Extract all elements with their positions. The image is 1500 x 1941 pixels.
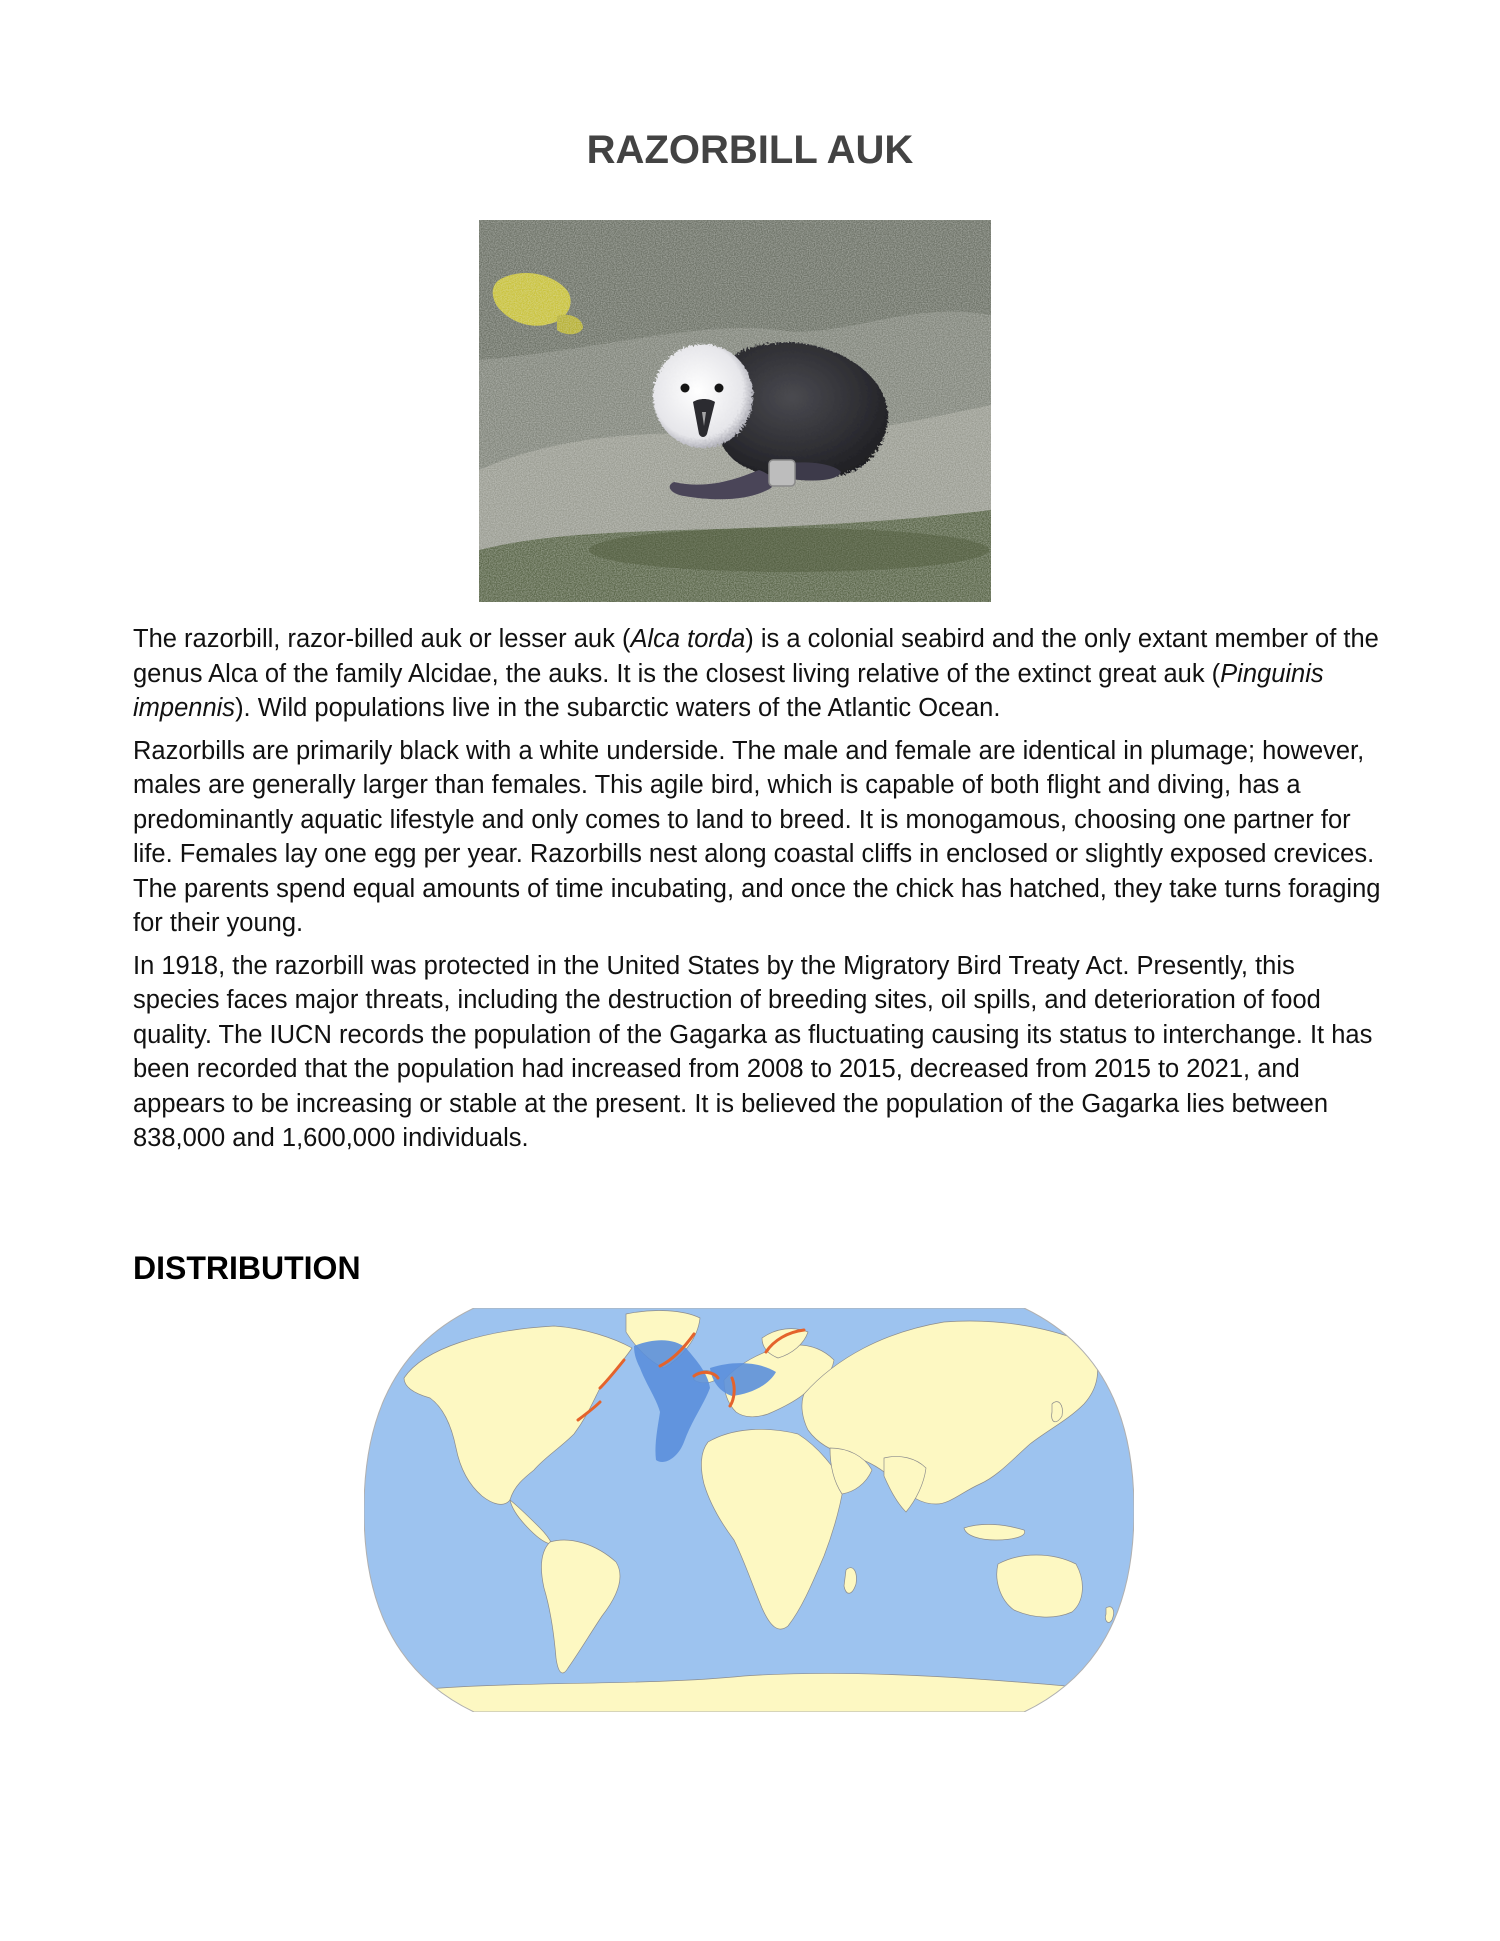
scientific-name-alca-torda: Alca torda: [630, 625, 746, 653]
description-paragraph: [133, 734, 1383, 941]
intro-text-2: ) is a colonial seabird and the only extant member of the genus Alca of the family Alcidae, the auks. It is the closest living relative of the extinct great auk (: [133, 625, 1379, 688]
intro-paragraph: [133, 622, 1383, 726]
scientific-name-pinguinis-impennis: Pinguinis impennis: [133, 659, 1324, 722]
intro-text-1: The razorbill, razor-billed auk or lesser auk (: [133, 625, 631, 653]
distribution-heading: DISTRIBUTION: [133, 1250, 361, 1286]
intro-text-3: ). Wild populations live in the subarctic waters of the Atlantic Ocean.: [235, 694, 1001, 722]
description-text: Razorbills are primarily black with a white underside. The male and female are identical in plumage; however, males are generally larger than females. This agile bird, which is capable of both flight and diving, has a predominantly aquatic lifestyle and only comes to land to breed. It is monogamous, choosing one partner for life. Females lay one egg per year. Razorbills nest along coastal cliffs in enclosed or slightly exposed crevices. The parents spend equal amounts of time incubating, and once the chick has hatched, they take turns foraging for their young.: [133, 736, 1381, 937]
conservation-text: In 1918, the razorbill was protected in the United States by the Migratory Bird Treaty Act. Presently, this species faces major threats, including the destruction of breeding sites, oil spills, and deterioration of food quality. The IUCN records the population of the Gagarka as fluctuating causing its status to interchange. It has been recorded that the population had increased from 2008 to 2015, decreased from 2015 to 2021, and appears to be increasing or stable at the present. It is believed the population of the Gagarka lies between 838,000 and 1,600,000 individuals.: [133, 951, 1373, 1152]
body-text: [133, 622, 1383, 1164]
conservation-paragraph: [133, 949, 1383, 1156]
page-title: RAZORBILL AUK: [586, 128, 914, 172]
razorbill-chick-photo: [479, 220, 991, 602]
distribution-map: [364, 1308, 1134, 1712]
